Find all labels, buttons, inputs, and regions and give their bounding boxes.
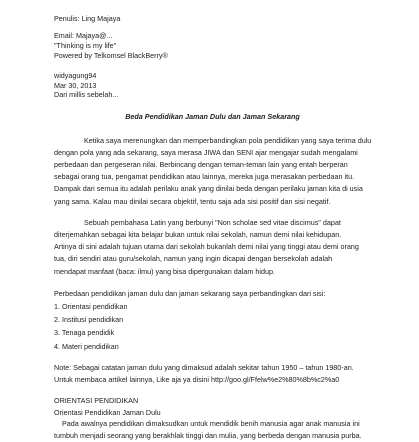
paragraph-line: Ketika saya merenungkan dan memperbandingkan pola pendidikan yang saya terima dulu [84,135,372,145]
note-block [54,362,379,386]
note-line: Note: Sebagai catatan jaman dulu yang dimaksud adalah sekitar tahun 1950 – tahun 1980-an. [54,362,354,372]
list-item: 4. Materi pendidikan [54,341,119,351]
section-subheading: Orientasi Pendidikan Jaman Dulu [54,407,161,417]
paragraph-line: Artinya di sini adalah tujuan utama dari sekolah bukanlah demi nilai yang tinggi atau demi orang [54,242,359,252]
quote-line: "Thinking is my life" [54,41,117,50]
section-heading: ORIENTASI PENDIDIKAN [54,396,139,406]
paragraph-line: diterjemahkan sebagai kita belajar bukan untuk nilai sekolah, namun demi nilai kehidupan. [54,229,342,239]
paragraph-line: mendapat manfaat (baca: ilmu) yang bisa dipergunakan dalam hidup. [54,266,275,276]
list-intro: Perbedaan pendidikan jaman dulu dan jaman sekarang saya perbandingkan dari sisi: [54,288,326,298]
list-item: 2. Institusi pendidikan [54,315,124,325]
author-block [54,14,379,61]
list-item: 3. Tenaga pendidik [54,328,115,338]
paragraph-2 [54,217,379,278]
paragraph-line: yang sama. Kalau mau dinilai secara objektif, tentu saja ada sisi positif dan sisi negatif. [54,196,331,206]
paragraph-line: tumbuh menjadi seorang yang berakhlak tinggi dan mulia, yang berbeda dengan manusia purba. [54,431,362,441]
paragraph-line: perbedaan dan pergeseran nilai. Berbincang dengan teman-teman lain yang entah berperan [54,159,348,169]
section-heading-block [54,395,379,418]
author-line: Penulis: Ling Majaya [54,14,121,23]
article-title: Beda Pendidikan Jaman Dulu dan Jaman Sekarang [125,111,300,121]
paragraph-line: sebagai orang tua, pengamat pendidikan atau lainnya, mereka juga merasakan perbedaan itu. [54,172,355,182]
post-meta [54,71,379,100]
paragraph-line: dengan pola yang ada sekarang, saya merasa JIWA dan SENI ajar mengajar sudah mengalami [54,147,358,157]
paragraph-line: Sebuah pembahasa Latin yang berbunyi "Non scholae sed vitae discimus" dapat [84,217,341,227]
list-item: 1. Orientasi pendidikan [54,301,128,311]
paragraph-line: Dampak dari semua itu adalah perilaku anak yang dinilai beda dengan perilaku jaman kita di usia [54,184,363,194]
source-note: Dari millis sebelah... [54,90,119,99]
powered-line: Powered by Telkomsel BlackBerry® [54,51,168,60]
section-paragraph [54,418,379,442]
email-line: Email: Majaya@... [54,31,113,40]
note-link-line[interactable]: Untuk membaca artikel lainnya, Like aja ya disini http://goo.gl/Ffelw%e2%80%8b%c2%a0 [54,374,340,384]
paragraph-line: Pada awalnya pendidikan dimaksudkan untuk mendidik benih manusia agar anak manusia ini [62,419,360,429]
post-date: Mar 30, 2013 [54,80,97,90]
paragraph-line: tua, diri sendiri atau guru/sekolah, namun yang ingin dicapai dengan bersekolah adalah [54,254,333,264]
username: widyagung94 [54,71,97,80]
comparison-list [54,287,379,353]
paragraph-1 [54,135,379,208]
